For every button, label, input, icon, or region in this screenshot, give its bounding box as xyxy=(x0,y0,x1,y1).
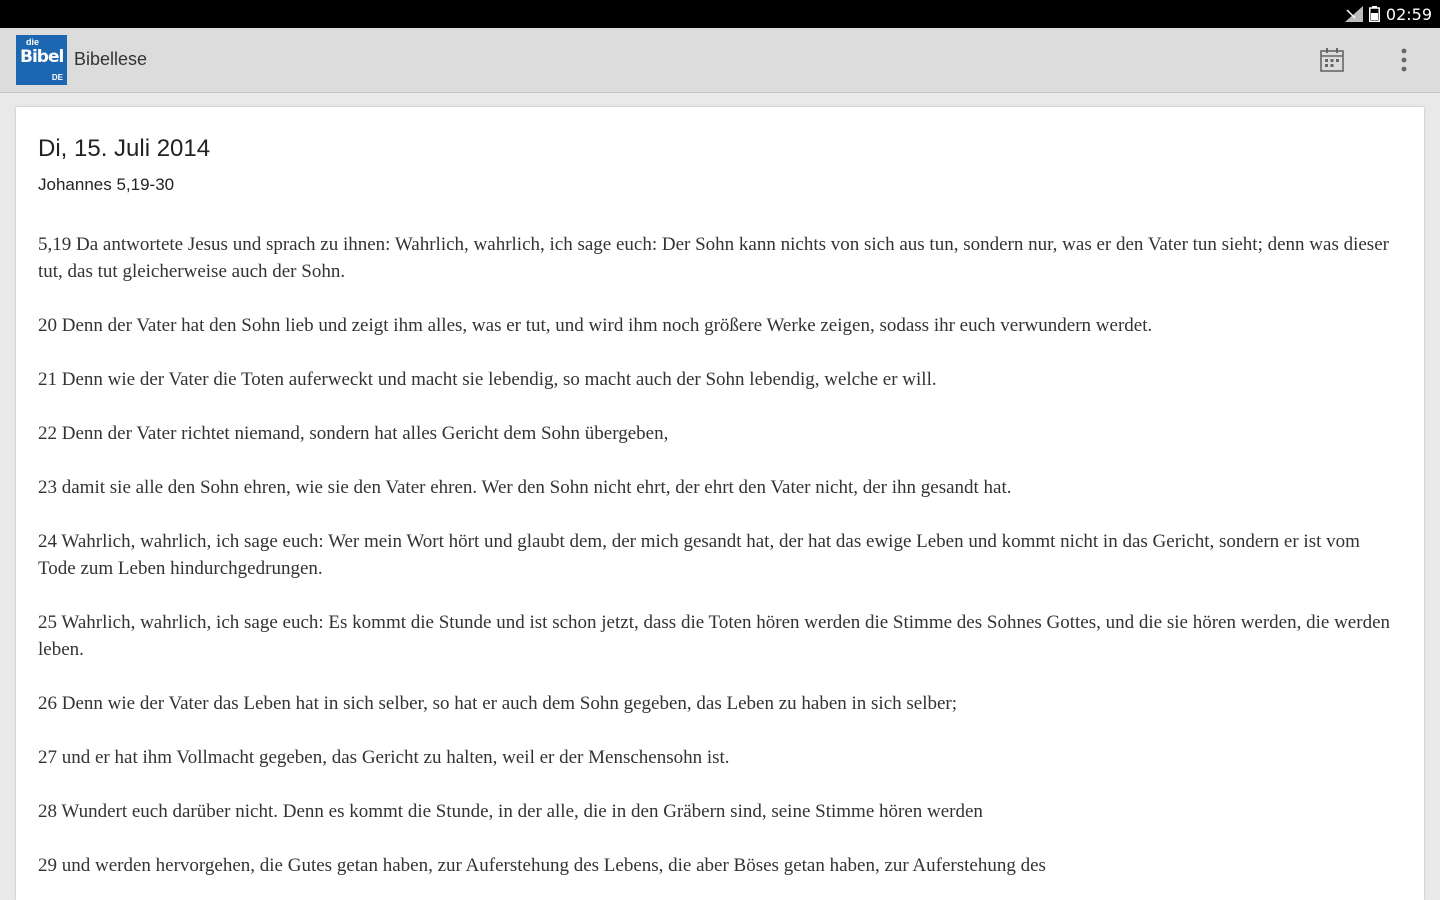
logo-main-text: Bibel xyxy=(20,47,64,67)
overflow-menu-icon xyxy=(1400,47,1408,73)
app-logo[interactable] xyxy=(16,35,67,85)
action-bar xyxy=(0,28,1440,93)
reading-card[interactable] xyxy=(16,107,1424,900)
verse-list xyxy=(38,231,1400,900)
verse: 29 und werden hervorgehen, die Gutes getan haben, zur Auferstehung des Lebens, die aber Böses getan haben, zur Auferstehung des xyxy=(38,855,1046,876)
verse: 24 Wahrlich, wahrlich, ich sage euch: Wer mein Wort hört und glaubt dem, der mich gesandt hat, der hat das ewige Leben und kommt nicht in das Gericht, sondern er ist vom Tode zum Leben hindurchgedrungen. xyxy=(38,531,1360,579)
signal-icon xyxy=(1345,6,1363,22)
overflow-menu-button[interactable] xyxy=(1388,44,1420,76)
verse: 22 Denn der Vater richtet niemand, sondern hat alles Gericht dem Sohn übergeben, xyxy=(38,423,669,444)
verse: 25 Wahrlich, wahrlich, ich sage euch: Es kommt die Stunde und ist schon jetzt, dass die Toten hören werden die Stimme des Sohnes Gottes, und die sie hören werden, die werden leben. xyxy=(38,612,1390,660)
calendar-button[interactable] xyxy=(1316,44,1348,76)
status-bar xyxy=(0,0,1440,28)
battery-icon xyxy=(1369,6,1380,22)
logo-suffix-text: DE xyxy=(51,73,63,82)
verse: 23 damit sie alle den Sohn ehren, wie sie den Vater ehren. Wer den Sohn nicht ehrt, der ehrt den Vater nicht, der ihn gesandt hat. xyxy=(38,477,1012,498)
status-icons xyxy=(1345,3,1432,25)
status-time: 02:59 xyxy=(1385,4,1432,24)
reading-date: Di, 15. Juli 2014 xyxy=(38,135,211,162)
verse: 20 Denn der Vater hat den Sohn lieb und zeigt ihm alles, was er tut, und wird ihm noch größere Werke zeigen, sodass ihr euch verwundern werdet. xyxy=(38,315,1153,336)
logo-small-text: die xyxy=(26,37,40,47)
reading-reference: Johannes 5,19-30 xyxy=(38,175,175,194)
verse: 27 und er hat ihm Vollmacht gegeben, das Gericht zu halten, weil er der Menschensohn ist. xyxy=(38,747,730,768)
verse: 21 Denn wie der Vater die Toten auferweckt und macht sie lebendig, so macht auch der Sohn lebendig, welche er will. xyxy=(38,369,937,390)
verse: 5,19 Da antwortete Jesus und sprach zu ihnen: Wahrlich, wahrlich, ich sage euch: Der Sohn kann nichts von sich aus tun, sondern nur, was er den Vater tun sieht; denn was dieser tut, das tut gleicherweise auch der Sohn. xyxy=(38,234,1389,282)
app-title: Bibellese xyxy=(74,49,148,69)
verse: 26 Denn wie der Vater das Leben hat in sich selber, so hat er auch dem Sohn gegeben, das Leben zu haben in sich selber; xyxy=(38,693,958,714)
calendar-icon xyxy=(1319,47,1345,73)
verse: 28 Wundert euch darüber nicht. Denn es kommt die Stunde, in der alle, die in den Gräbern sind, seine Stimme hören werden xyxy=(38,801,983,822)
